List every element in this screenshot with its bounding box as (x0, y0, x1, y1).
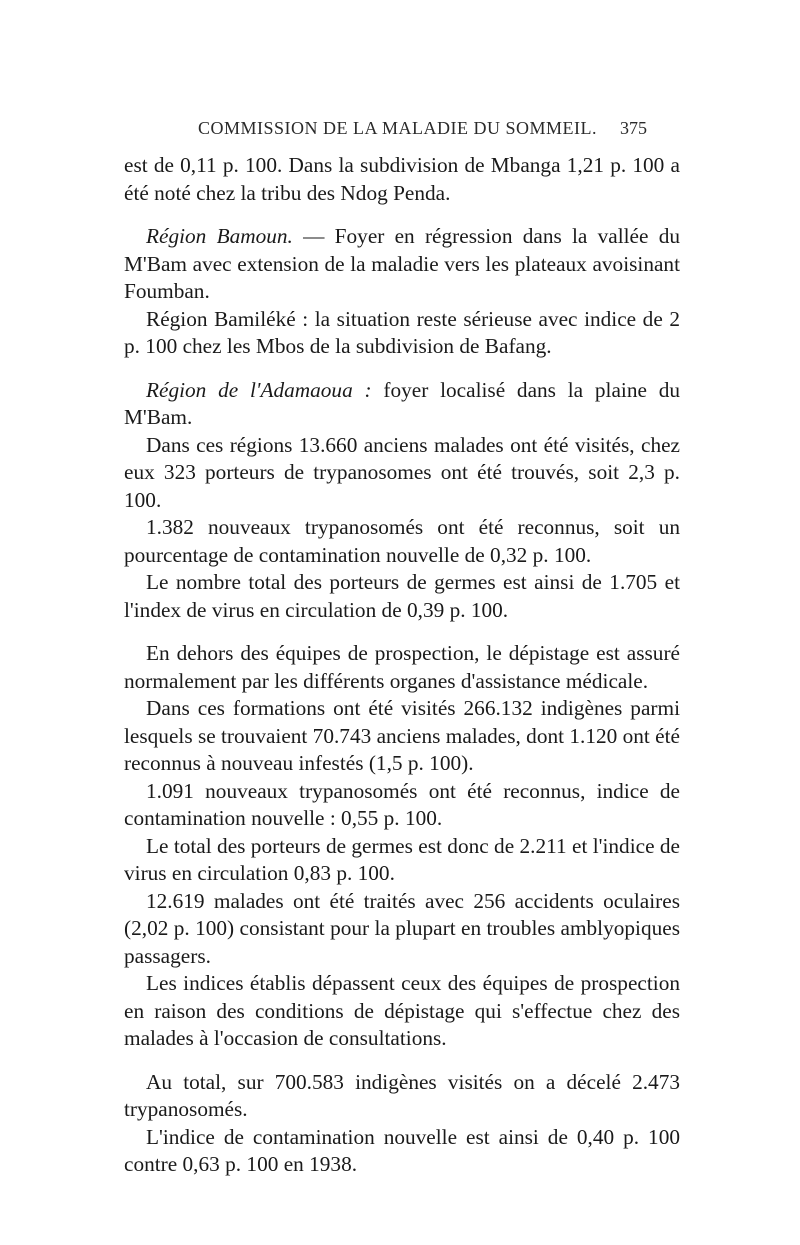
region-label: Région de l'Adamaoua : (146, 377, 372, 402)
paragraph: Les indices établis dépassent ceux des équipes de prospection en raison des conditions de dépistage qui s'effectue chez des malades à l'occasion de consultations. (124, 971, 680, 1050)
paragraph-region-bamoun: Région Bamoun. — Foyer en régression dans la vallée du M'Bam avec extension de la maladie vers les plateaux avoisinant Foumban. (124, 224, 681, 303)
region-label: Région Bamoun. (146, 224, 293, 248)
page-number: 375 (620, 118, 647, 138)
paragraph: Dans ces régions 13.660 anciens malades ont été visités, chez eux 323 porteurs de trypanosomes ont été trouvés, soit 2,3 p. 100. (124, 432, 680, 512)
paragraph-region-bamileke: Région Bamiléké : la situation reste sérieuse avec indice de 2 p. 100 chez les Mbos de la subdivision de Bafang. (124, 306, 680, 358)
body-text (124, 152, 680, 1179)
running-title: COMMISSION DE LA MALADIE DU SOMMEIL. (198, 118, 598, 138)
paragraph-continuation: est de 0,11 p. 100. Dans la subdivision de Mbanga 1,21 p. 100 a été noté chez la tribu des Ndog Penda. (124, 153, 680, 205)
paragraph: 1.091 nouveaux trypanosomés ont été reconnus, indice de contamination nouvelle : 0,55 p. 100. (124, 778, 680, 830)
paragraph: Le nombre total des porteurs de germes est ainsi de 1.705 et l'index de virus en circulation de 0,39 p. 100. (124, 570, 680, 622)
running-head (0, 118, 800, 148)
paragraph: Le total des porteurs de germes est donc de 2.211 et l'indice de virus en circulation 0,83 p. 100. (124, 833, 680, 885)
paragraph: 1.382 nouveaux trypanosomés ont été reconnus, soit un pourcentage de contamination nouvelle de 0,32 p. 100. (124, 515, 680, 567)
paragraph-total: Au total, sur 700.583 indigènes visités on a décelé 2.473 trypanosomés. (124, 1069, 680, 1121)
paragraph-region-adamaoua: Région de l'Adamaoua : foyer localisé dans la plaine du M'Bam. (124, 377, 680, 429)
paragraph: En dehors des équipes de prospection, le dépistage est assuré normalement par les différents organes d'assistance médicale. (124, 641, 680, 693)
paragraph: 12.619 malades ont été traités avec 256 accidents oculaires (2,02 p. 100) consistant pour la plupart en troubles amblyopiques passagers. (124, 888, 680, 968)
paragraph: Dans ces formations ont été visités 266.132 indigènes parmi lesquels se trouvaient 70.743 anciens malades, dont 1.120 ont été reconnus à nouveau infestés (1,5 p. 100). (124, 696, 680, 775)
paragraph: L'indice de contamination nouvelle est ainsi de 0,40 p. 100 contre 0,63 p. 100 en 1938. (124, 1124, 680, 1176)
